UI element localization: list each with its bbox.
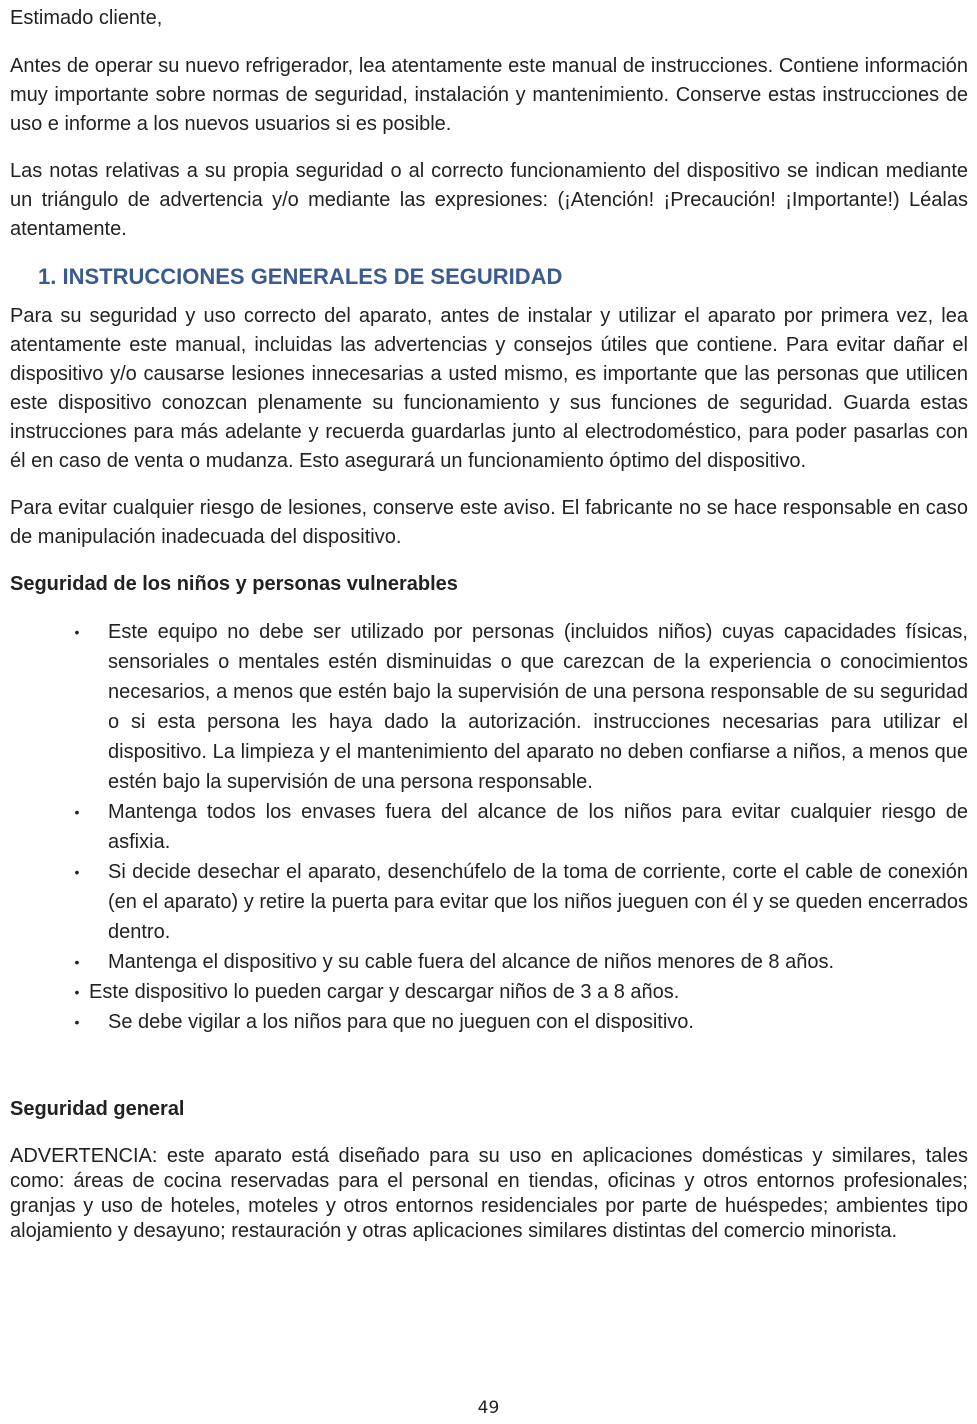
bullet-icon: • [74, 1014, 80, 1030]
bullet-icon: • [74, 804, 80, 820]
list-item: • Mantenga todos los envases fuera del alcance de los niños para evitar cualquier riesgo de asfixia. [10, 797, 968, 857]
list-item: • Mantenga el dispositivo y su cable fuera del alcance de niños menores de 8 años. [10, 947, 968, 977]
general-safety-warning: ADVERTENCIA: este aparato está diseñado para su uso en aplicaciones domésticas y similares, tales como: áreas de cocina reservadas para el personal en tiendas, oficinas y otros entornos profesionales; granjas y uso de hoteles, moteles y otros entornos residenciales por parte de huéspedes; ambientes tipo alojamiento y desayuno; restauración y otras aplicaciones similares distintas del comercio minorista. [10, 1145, 968, 1242]
intro-paragraph: Las notas relativas a su propia seguridad o al correcto funcionamiento del dispositivo se indican mediante un triángulo de advertencia y/o mediante las expresiones: (¡Atención! ¡Precaución! ¡Importante!) Léalas atentamente. [10, 160, 968, 240]
bullet-icon: • [74, 624, 80, 640]
children-safety-heading: Seguridad de los niños y personas vulnerables [10, 573, 458, 595]
list-item: • Si decide desechar el aparato, desenchúfelo de la toma de corriente, corte el cable de conexión (en el aparato) y retire la puerta para evitar que los niños jueguen con él y se queden encerrados dentro. [10, 857, 968, 947]
section-heading: 1. INSTRUCCIONES GENERALES DE SEGURIDAD [38, 264, 563, 289]
children-safety-list [10, 617, 968, 1037]
bullet-icon: • [74, 954, 80, 970]
list-item: • Este equipo no debe ser utilizado por personas (incluidos niños) cuyas capacidades físicas, sensoriales o mentales estén disminuidas o que carezcan de la experiencia o conocimientos necesarios, a menos que estén bajo la supervisión de una persona responsable de su seguridad o si esta persona les haya dado la autorización. instrucciones necesarias para utilizar el dispositivo. La limpieza y el mantenimiento del aparato no deben confiarse a niños, a menos que estén bajo la supervisión de una persona responsable. [10, 617, 968, 797]
intro-paragraph: Antes de operar su nuevo refrigerador, lea atentamente este manual de instrucciones. Contiene información muy importante sobre normas de seguridad, instalación y mantenimiento. Conserve estas instrucciones de uso e informe a los nuevos usuarios si es posible. [10, 55, 968, 135]
list-item: • Se debe vigilar a los niños para que no jueguen con el dispositivo. [10, 1007, 968, 1037]
section-paragraph: Para evitar cualquier riesgo de lesiones, conserve este aviso. El fabricante no se hace responsable en caso de manipulación inadecuada del dispositivo. [10, 497, 968, 548]
greeting: Estimado cliente, [10, 7, 163, 29]
bullet-icon: • [74, 864, 80, 880]
manual-page [10, 4, 968, 1244]
bullet-icon: • [74, 984, 80, 1000]
page-number: 49 [477, 1398, 500, 1418]
section-paragraph: Para su seguridad y uso correcto del aparato, antes de instalar y utilizar el aparato por primera vez, lea atentamente este manual, incluidas las advertencias y consejos útiles que contiene. Para evitar dañar el dispositivo y/o causarse lesiones innecesarias a usted mismo, es importante que las personas que utilicen este dispositivo conozcan plenamente su funcionamiento y sus funciones de seguridad. Guarda estas instrucciones para más adelante y recuerda guardarlas junto al electrodoméstico, para poder pasarlas con él en caso de venta o mudanza. Esto asegurará un funcionamiento óptimo del dispositivo. [10, 305, 968, 472]
general-safety-heading: Seguridad general [10, 1098, 185, 1120]
list-item: • Este dispositivo lo pueden cargar y descargar niños de 3 a 8 años. [10, 977, 968, 1007]
